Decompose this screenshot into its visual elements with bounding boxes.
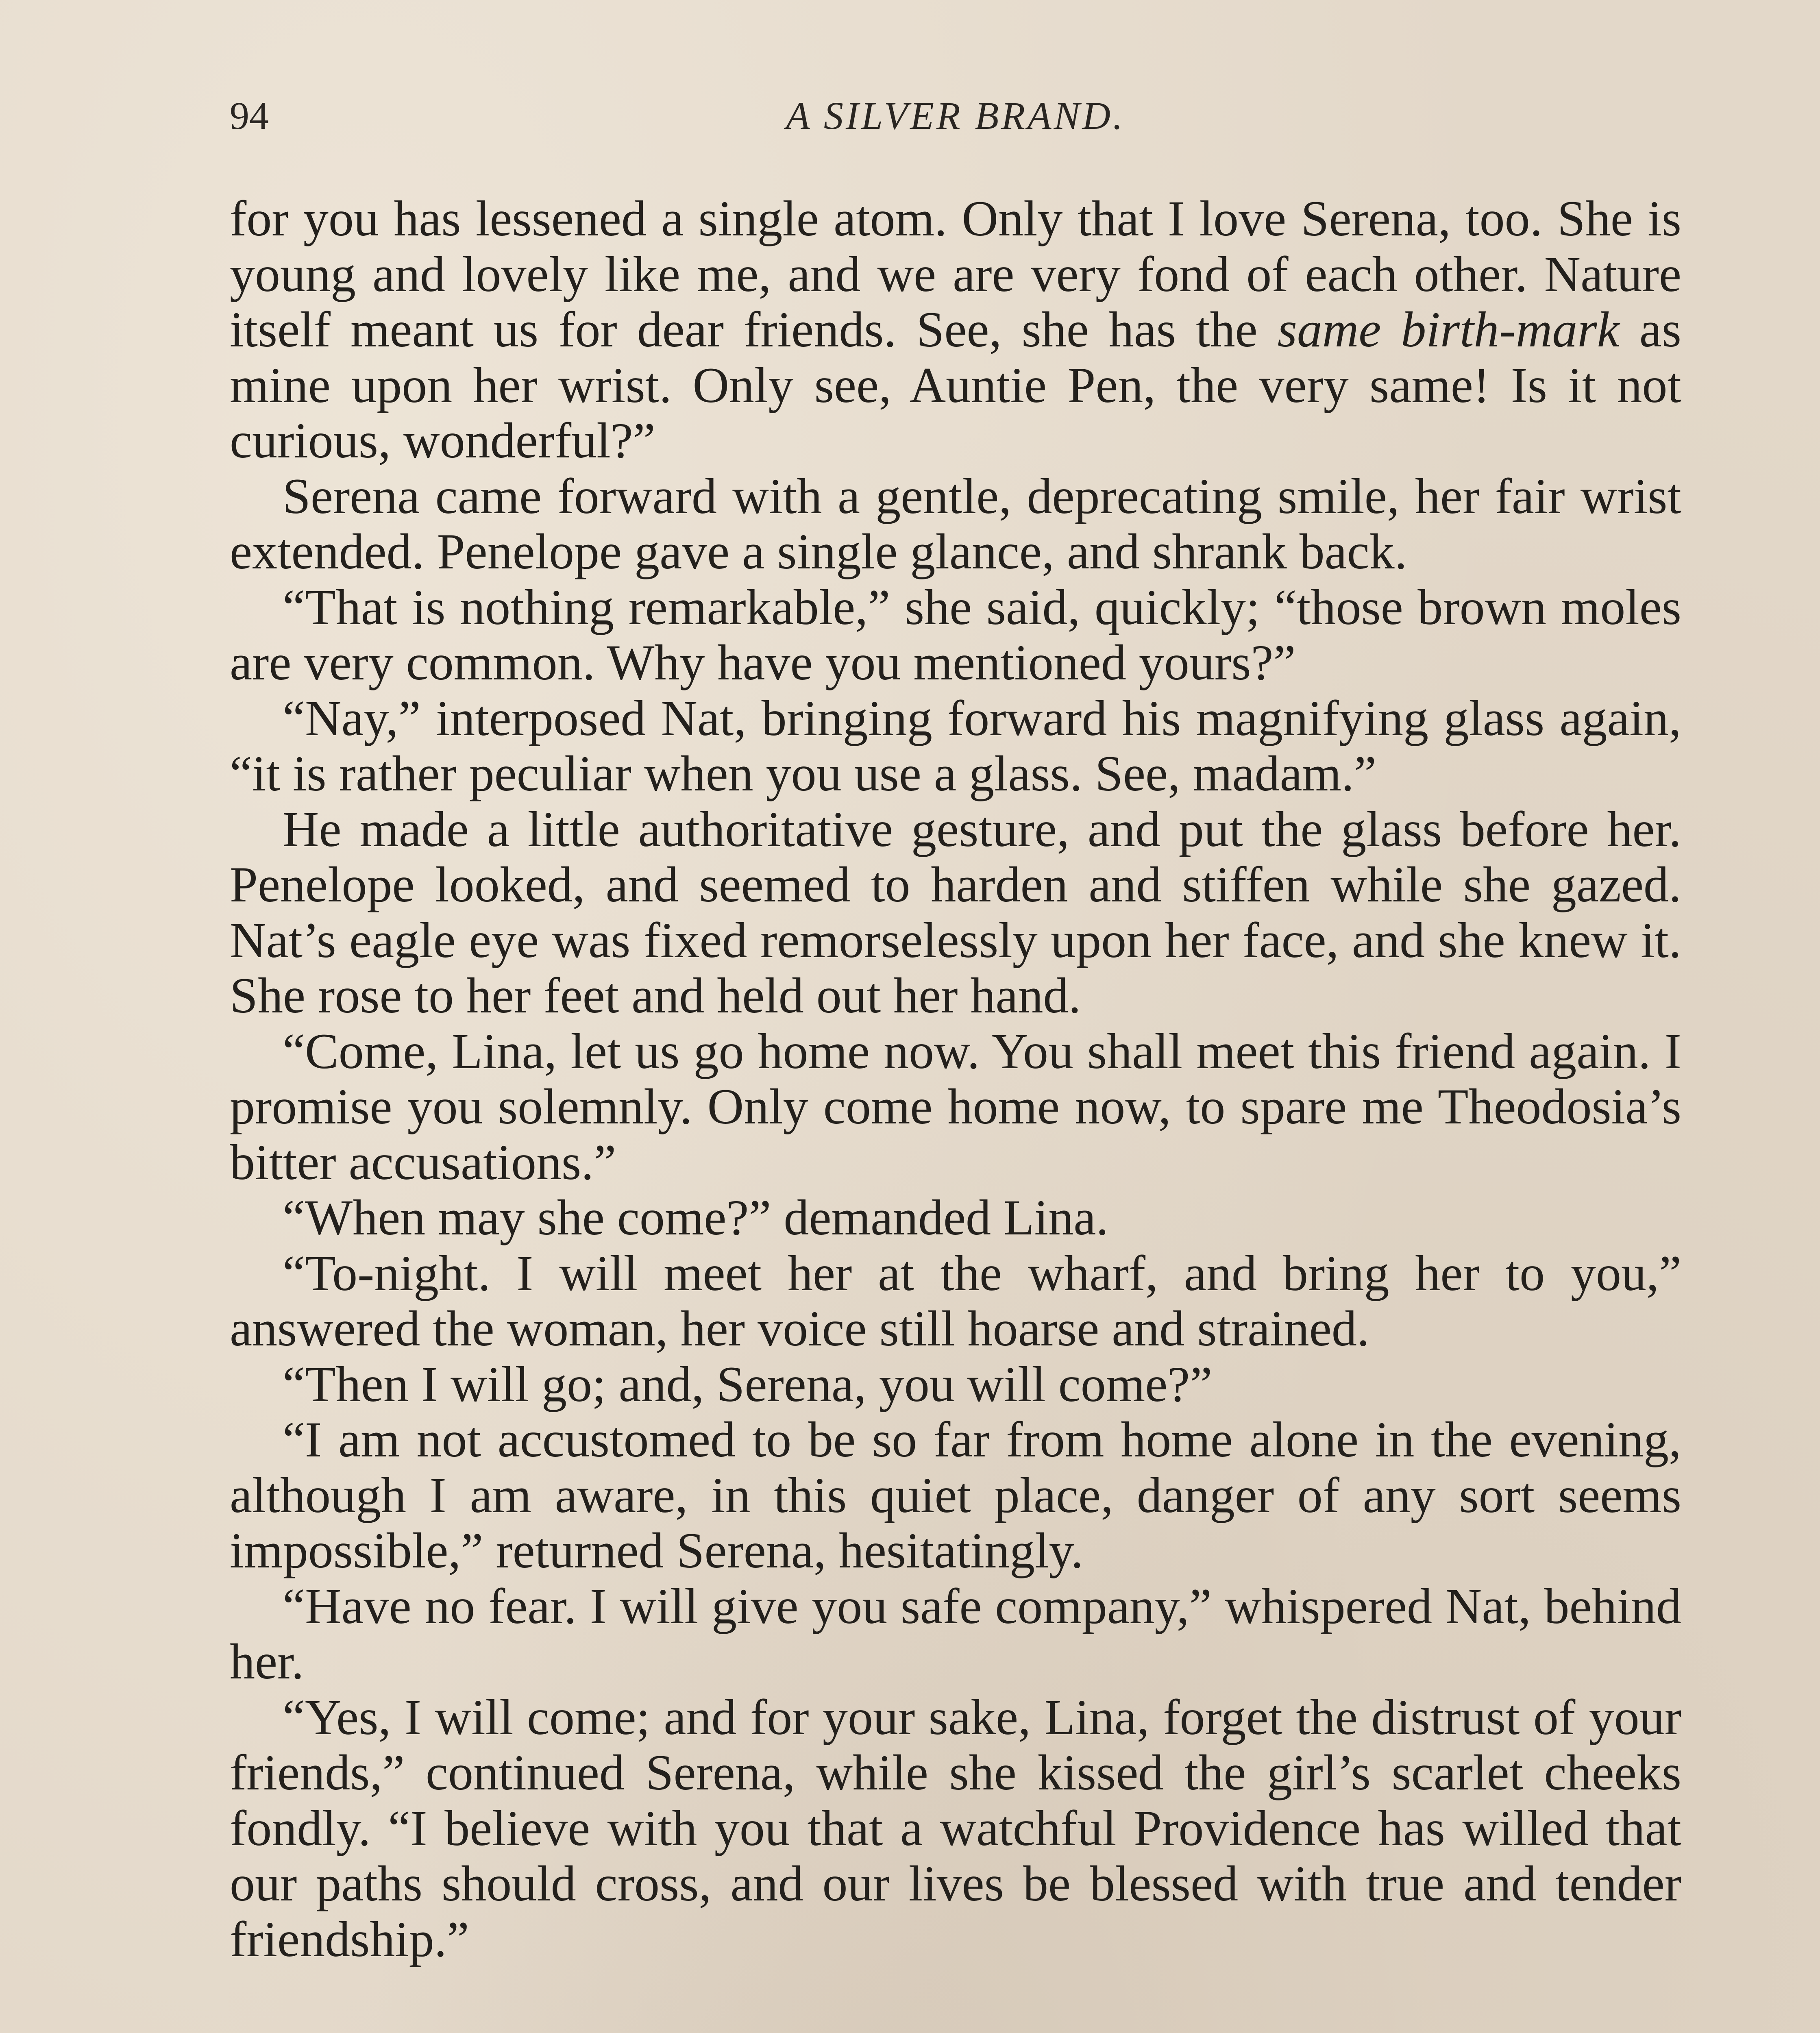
paragraph — [230, 802, 1681, 1024]
paragraph — [230, 1579, 1681, 1690]
paragraph — [230, 1357, 1681, 1413]
text-run: “Come, Lina, let us go home now. You shall meet this friend again. I promise you solemnly. Only come home now, to spare me Theodosia’s bitter accusations.” — [230, 1023, 1681, 1190]
paragraph — [230, 469, 1681, 580]
paragraph — [230, 1246, 1681, 1357]
page-number: 94 — [230, 94, 269, 137]
italic-text-run: same birth-mark — [1277, 302, 1620, 357]
paragraph — [230, 580, 1681, 691]
page-header — [230, 87, 1681, 144]
text-run: He made a little authoritative gesture, and put the glass before her. Penelope looked, and seemed to harden and stiffen while she gazed. Nat’s eagle eye was fixed remorselessly upon her face, and she knew it. She rose to her feet and held out her hand. — [230, 801, 1681, 1023]
paragraph — [230, 1190, 1681, 1246]
text-run: “That is nothing remarkable,” she said, quickly; “those brown moles are very common. Why have you mentioned yours?” — [230, 579, 1681, 690]
text-run: Serena came forward with a gentle, deprecating smile, her fair wrist extended. Penelope gave a single glance, and shrank back. — [230, 468, 1681, 579]
text-run: for you has lessened a single atom. Only that I love Serena, too. She is young and lovely like me, and we are very fond of each other. Nature itself meant us for dear friends. See, she has the — [230, 191, 1681, 357]
text-run: as mine upon her wrist. Only see, Auntie Pen, the very same! Is it not curious, wonderful?” — [230, 302, 1681, 468]
text-run: “To-night. I will meet her at the wharf, and bring her to you,” answered the woman, her voice still hoarse and strained. — [230, 1245, 1681, 1356]
paragraph — [230, 1024, 1681, 1191]
body-text — [230, 191, 1681, 1967]
paragraph — [230, 1690, 1681, 1968]
paragraph — [230, 191, 1681, 469]
text-run: “Have no fear. I will give you safe company,” whispered Nat, behind her. — [230, 1578, 1681, 1689]
text-run: “Yes, I will come; and for your sake, Lina, forget the distrust of your friends,” continued Serena, while she kissed the girl’s scarlet cheeks fondly. “I believe with you that a watchful Providence has willed that our paths should cross, and our lives be blessed with true and tender friendship.” — [230, 1689, 1681, 1967]
paragraph — [230, 691, 1681, 802]
paragraph — [230, 1412, 1681, 1579]
text-run: “Then I will go; and, Serena, you will come?” — [283, 1356, 1213, 1412]
text-run: “Nay,” interposed Nat, bringing forward his magnifying glass again, “it is rather peculiar when you use a glass. See, madam.” — [230, 690, 1681, 801]
text-run: “I am not accustomed to be so far from home alone in the evening, although I am aware, in this quiet place, danger of any sort seems impossible,” returned Serena, hesitatingly. — [230, 1412, 1681, 1578]
running-title: A SILVER BRAND. — [786, 94, 1125, 137]
text-run: “When may she come?” demanded Lina. — [283, 1190, 1109, 1245]
